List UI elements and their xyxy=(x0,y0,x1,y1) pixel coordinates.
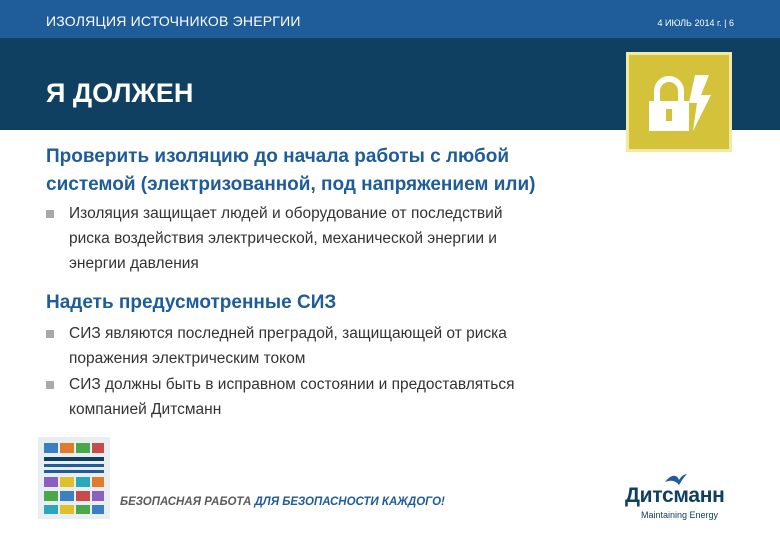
date-page-number: 4 ИЮЛЬ 2014 г. | 6 xyxy=(657,18,734,28)
list-item xyxy=(46,321,606,371)
bullet-text xyxy=(69,372,606,422)
bullet-square-icon xyxy=(46,330,54,338)
bullet-line: компанией Дитсманн xyxy=(69,401,222,418)
bullet-line: Изоляция защищает людей и оборудование от последствий xyxy=(69,205,503,222)
safety-slogan xyxy=(120,496,445,508)
bullet-text xyxy=(69,321,606,371)
top-bar xyxy=(0,0,780,38)
section-title: ИЗОЛЯЦИЯ ИСТОЧНИКОВ ЭНЕРГИИ xyxy=(46,13,301,29)
slide-title: Я ДОЛЖЕН xyxy=(46,78,194,108)
safety-campaign-badge-icon xyxy=(38,437,110,519)
bullet-square-icon xyxy=(46,210,54,218)
section1-heading-line1: Проверить изоляцию до начала работы с любой xyxy=(46,146,510,167)
list-item xyxy=(46,372,606,422)
list-item xyxy=(46,201,606,276)
bullet-line: СИЗ должны быть в исправном состоянии и предоставляться xyxy=(69,376,515,393)
bullet-line: энергии давления xyxy=(69,255,199,272)
lock-lightning-icon xyxy=(626,52,732,152)
bullet-line: риска воздействия электрической, механической энергии и xyxy=(69,230,497,247)
bullet-line: СИЗ являются последней преградой, защищающей от риска xyxy=(69,325,507,342)
company-logo xyxy=(625,478,740,522)
section2-heading: Надеть предусмотренные СИЗ xyxy=(46,292,337,313)
bullet-text xyxy=(69,201,606,276)
logo-tagline: Maintaining Energy xyxy=(641,510,719,520)
section1-heading xyxy=(46,143,536,199)
bullet-square-icon xyxy=(46,381,54,389)
logo-name: Дитсманн xyxy=(625,484,725,507)
section1-heading-line2: системой (электризованной, под напряжением или) xyxy=(46,174,536,195)
slogan-part2: ДЛЯ БЕЗОПАСНОСТИ КАЖДОГО! xyxy=(254,496,445,508)
bullet-line: поражения электрическим током xyxy=(69,350,306,367)
slogan-part1: БЕЗОПАСНАЯ РАБОТА xyxy=(120,496,255,508)
